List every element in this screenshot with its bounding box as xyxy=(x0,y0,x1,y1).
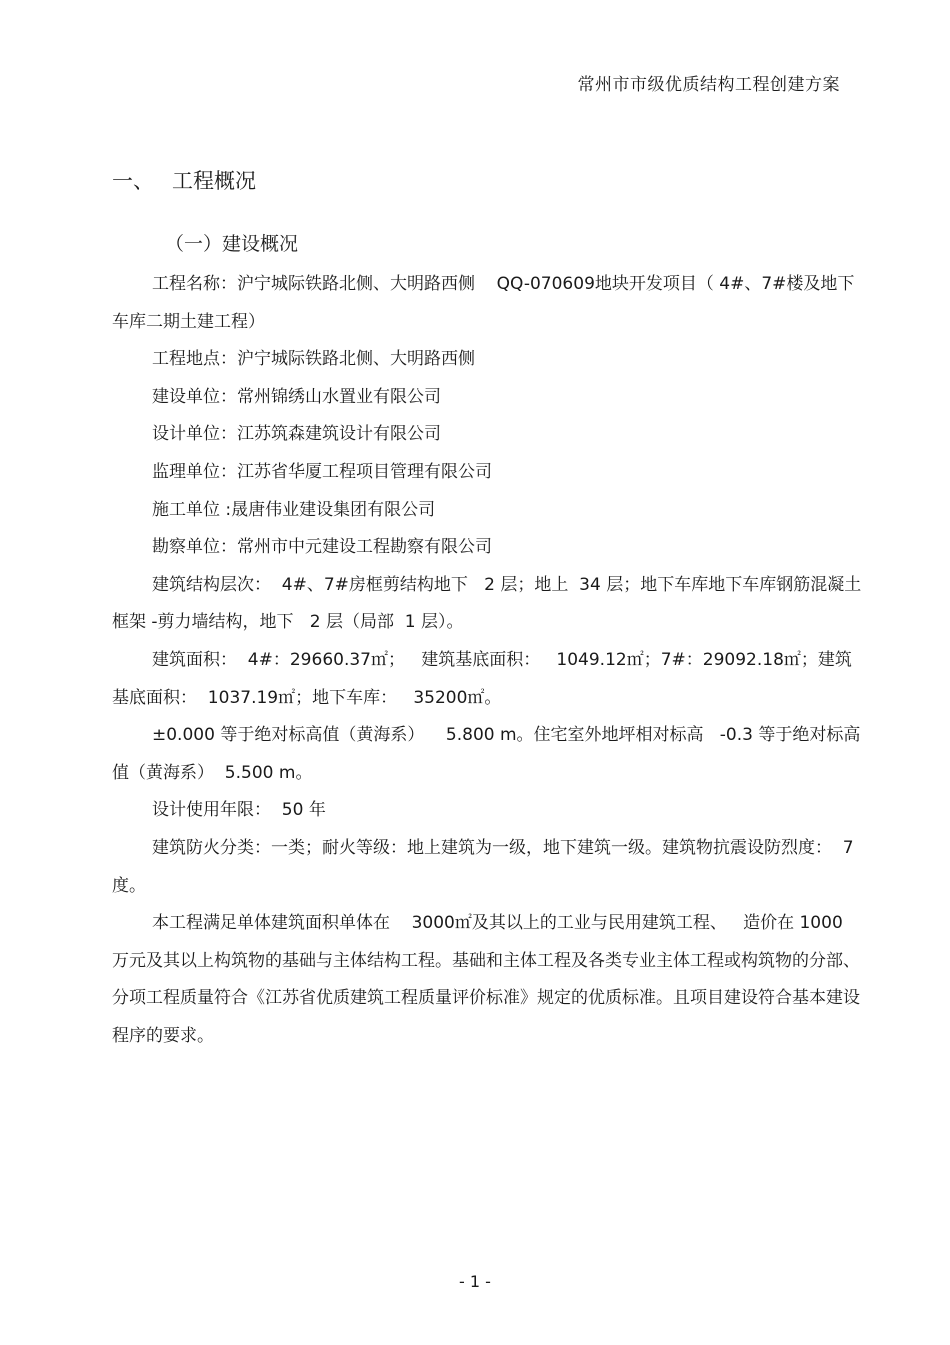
body-text xyxy=(112,266,864,1055)
paragraph-compliance: 本工程满足单体建筑面积单体在 3000㎡及其以上的工业与民用建筑工程、 造价在 1000 万元及其以上构筑物的基础与主体结构工程。基础和主体工程及各类专业主体工程或构筑物的分部、分项工程质量符合《江苏省优质建筑工程质量评价标准》规定的优质标准。且项目建设符合基本建设程序的要求。 xyxy=(112,913,860,1046)
paragraph-elevation: ±0.000 等于绝对标高值（黄海系） 5.800 m。住宅室外地坪相对标高 -0.3 等于绝对标高值（黄海系） 5.500 m。 xyxy=(112,725,861,783)
paragraph-area: 建筑面积： 4#：29660.37㎡； 建筑基底面积： 1049.12㎡；7#：29092.18㎡；建筑基底面积： 1037.19㎡；地下车库： 35200㎡。 xyxy=(112,649,852,708)
paragraph-project-location: 工程地点：沪宁城际铁路北侧、大明路西侧 xyxy=(152,349,475,370)
paragraph-project-name: 工程名称：沪宁城际铁路北侧、大明路西侧 QQ-070609地块开发项目（ 4#、7#楼及地下车库二期土建工程） xyxy=(112,274,855,332)
paragraph-contractor: 施工单位 :晟唐伟业建设集团有限公司 xyxy=(152,499,436,520)
paragraph-design-life: 设计使用年限： 50 年 xyxy=(152,800,326,821)
paragraph-supervisor: 监理单位：江苏省华厦工程项目管理有限公司 xyxy=(152,461,492,482)
paragraph-designer: 设计单位：江苏筑森建筑设计有限公司 xyxy=(152,424,441,445)
paragraph-owner: 建设单位：常州锦绣山水置业有限公司 xyxy=(152,386,441,407)
subsection-heading: （一）建设概况 xyxy=(165,233,299,255)
page-number: - 1 - xyxy=(459,1272,491,1291)
section-heading xyxy=(112,165,256,195)
document-header: 常州市市级优质结构工程创建方案 xyxy=(577,75,840,95)
section-number: 一、 xyxy=(112,169,154,193)
paragraph-structure: 建筑结构层次： 4#、7#房框剪结构地下 2 层；地上 34 层；地下车库地下车库钢筋混凝土框架 -剪力墙结构，地下 2 层（局部 1 层）。 xyxy=(112,574,862,633)
paragraph-surveyor: 勘察单位：常州市中元建设工程勘察有限公司 xyxy=(152,537,492,558)
section-title: 工程概况 xyxy=(172,169,256,193)
paragraph-fire-class: 建筑防火分类：一类；耐火等级：地上建筑为一级，地下建筑一级。建筑物抗震设防烈度： 7 度。 xyxy=(112,837,860,896)
